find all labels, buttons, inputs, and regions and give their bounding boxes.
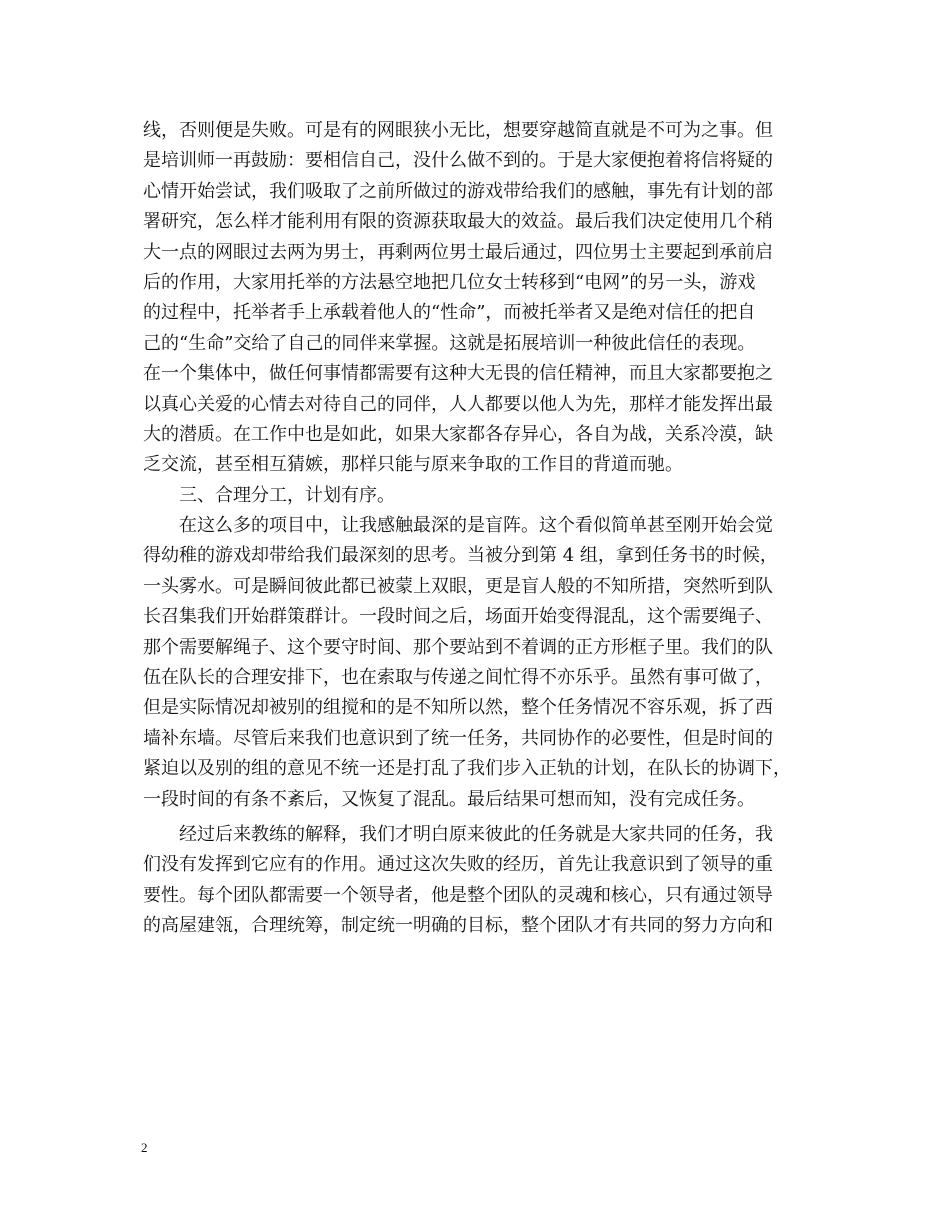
text-line: 大一点的网眼过去两为男士，再剩两位男士最后通过，四位男士主要起到承前启: [143, 241, 773, 263]
text-line: 是培训师一再鼓励：要相信自己，没什么做不到的。于是大家便抱着将信将疑的: [143, 150, 773, 172]
text-line: 紧迫以及别的组的意见不统一还是打乱了我们步入正轨的计划，在队长的协调下，: [143, 758, 791, 780]
text-line: 后的作用，大家用托举的方法悬空地把几位女士转移到“电网”的另一头，游戏: [143, 271, 756, 293]
text-line: 得幼稚的游戏却带给我们最深刻的思考。当被分到第 4 组，拿到任务书的时候，: [143, 545, 778, 567]
body-text: [143, 116, 808, 942]
text-line: 署研究，怎么样才能利用有限的资源获取最大的效益。最后我们决定使用几个稍: [143, 211, 773, 233]
text-line: 以真心关爱的心情去对待自己的同伴，人人都要以他人为先，那样才能发挥出最: [143, 393, 773, 415]
text-line: 在这么多的项目中，让我感触最深的是盲阵。这个看似简单甚至刚开始会觉: [179, 515, 773, 537]
text-line: 己的“生命”交给了自己的同伴来掌握。这就是拓展培训一种彼此信任的表现。: [143, 332, 756, 354]
text-line: 那个需要解绳子、这个要守时间、那个要站到不着调的正方形框子里。我们的队: [143, 636, 773, 658]
text-line: 在一个集体中，做任何事情都需要有这种大无畏的信任精神，而且大家都要抱之: [143, 363, 773, 385]
text-line: 们没有发挥到它应有的作用。通过这次失败的经历，首先让我意识到了领导的重: [143, 854, 773, 876]
text-line: 的高屋建瓴，合理统筹，制定统一明确的目标，整个团队才有共同的努力方向和: [143, 915, 773, 937]
text-line: 的过程中，托举者手上承载着他人的“性命”，而被托举者又是绝对信任的把自: [143, 302, 756, 324]
text-line: 墙补东墙。尽管后来我们也意识到了统一任务，共同协作的必要性，但是时间的: [143, 727, 773, 749]
text-line: 大的潜质。在工作中也是如此，如果大家都各存异心，各自为战，关系冷漠，缺: [143, 423, 773, 445]
text-line: 但是实际情况却被别的组搅和的是不知所以然，整个任务情况不容乐观，拆了西: [143, 697, 773, 719]
text-line: 线，否则便是失败。可是有的网眼狭小无比，想要穿越简直就是不可为之事。但: [143, 120, 773, 141]
text-line: 一段时间的有条不紊后，又恢复了混乱。最后结果可想而知，没有完成任务。: [143, 788, 755, 810]
text-line: 乏交流，甚至相互猜嫉，那样只能与原来争取的工作目的背道而驰。: [143, 454, 683, 476]
text-line: 伍在队长的合理安排下，也在索取与传递之间忙得不亦乐乎。虽然有事可做了，: [143, 667, 773, 689]
page-number: 2: [141, 1140, 148, 1155]
text-line: 一头雾水。可是瞬间彼此都已被蒙上双眼，更是盲人般的不知所措，突然听到队: [143, 575, 773, 597]
text-line: 心情开始尝试，我们吸取了之前所做过的游戏带给我们的感触，事先有计划的部: [143, 180, 773, 202]
section-heading: 三、合理分工，计划有序。: [179, 484, 395, 506]
text-line: 要性。每个团队都需要一个领导者，他是整个团队的灵魂和核心，只有通过领导: [143, 884, 773, 906]
text-line: 长召集我们开始群策群计。一段时间之后，场面开始变得混乱，这个需要绳子、: [143, 606, 773, 628]
text-line: 经过后来教练的解释，我们才明白原来彼此的任务就是大家共同的任务，我: [179, 823, 773, 845]
